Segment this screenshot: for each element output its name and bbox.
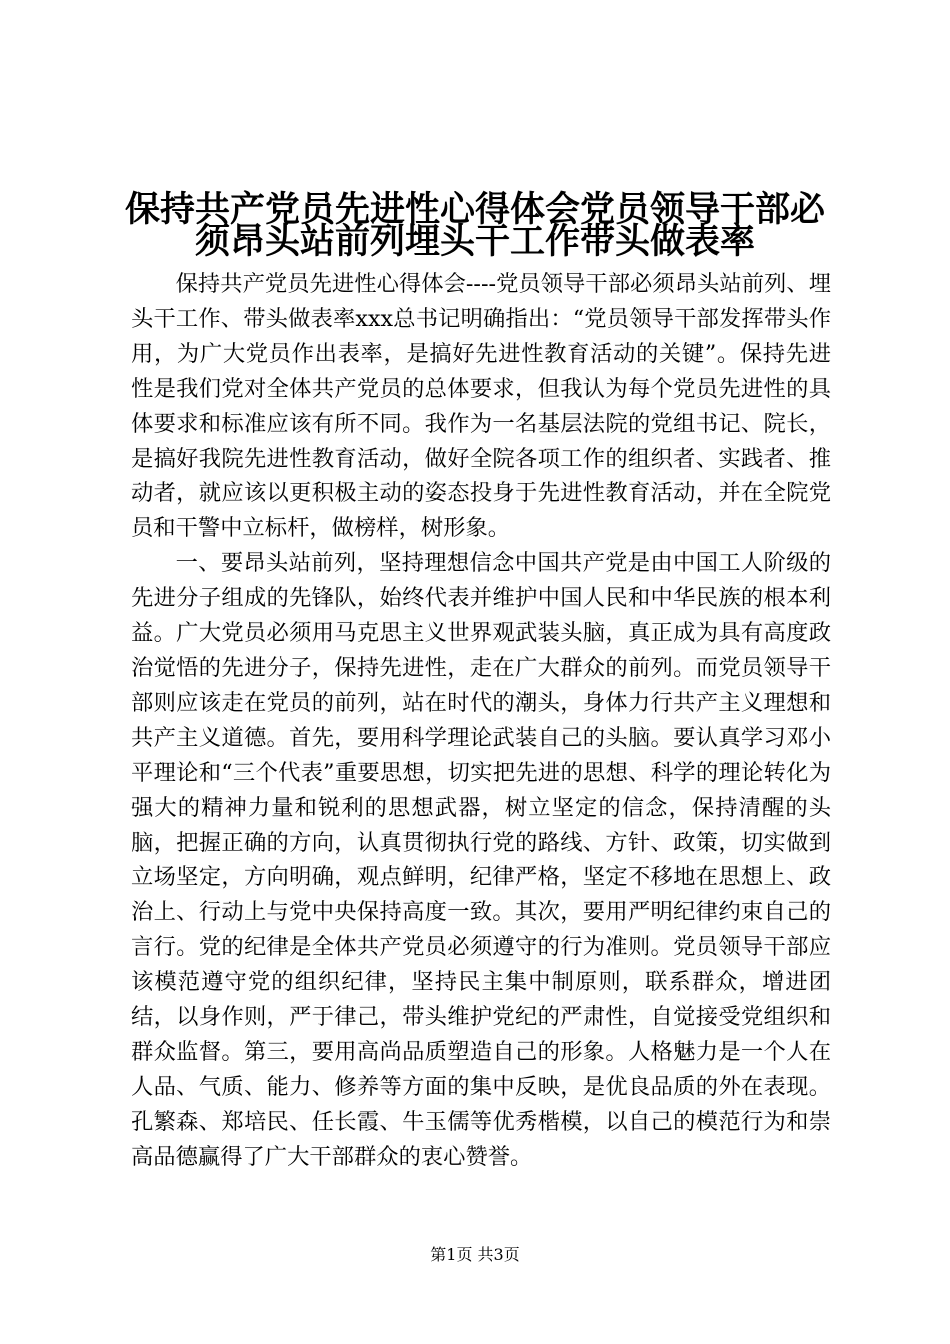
document-body xyxy=(131,267,831,1175)
document-title-line-1: 保持共产党员先进性心得体会党员领导干部必 xyxy=(124,189,825,230)
document-title-line-2: 须昂头站前列埋头干工作带头做表率 xyxy=(194,221,755,262)
page-number-footer: 第1页 共3页 xyxy=(430,1245,520,1264)
body-paragraph-1: 保持共产党员先进性心得体会----党员领导干部必须昂头站前列、埋头干工作、带头做表率xxx总书记明确指出：“党员领导干部发挥带头作用，为广大党员作出表率，是搞好先进性教育活动的关键”。保持先进性是我们党对全体共产党员的总体要求，但我认为每个党员先进性的具体要求和标准应该有所不同。我作为一名基层法院的党组书记、院长，是搞好我院先进性教育活动，做好全院各项工作的组织者、实践者、推动者，就应该以更积极主动的姿态投身于先进性教育活动，并在全院党员和干警中立标杆，做榜样，树形象。 xyxy=(131,271,831,542)
body-paragraph-2: 一、要昂头站前列，坚持理想信念中国共产党是由中国工人阶级的先进分子组成的先锋队，始终代表并维护中国人民和中华民族的根本利益。广大党员必须用马克思主义世界观武装头脑，真正成为具有高度政治觉悟的先进分子，保持先进性，走在广大群众的前列。而党员领导干部则应该走在党员的前列，站在时代的潮头，身体力行共产主义理想和共产主义道德。首先，要用科学理论武装自己的头脑。要认真学习邓小平理论和“三个代表”重要思想，切实把先进的思想、科学的理论转化为强大的精神力量和锐利的思想武器，树立坚定的信念，保持清醒的头脑，把握正确的方向，认真贯彻执行党的路线、方针、政策，切实做到立场坚定，方向明确，观点鲜明，纪律严格，坚定不移地在思想上、政治上、行动上与党中央保持高度一致。其次，要用严明纪律约束自己的言行。党的纪律是全体共产党员必须遵守的行为准则。党员领导干部应该模范遵守党的组织纪律，坚持民主集中制原则，联系群众，增进团结，以身作则，严于律己，带头维护党纪的严肃性，自觉接受党组织和群众监督。第三，要用高尚品质塑造自己的形象。人格魅力是一个人在人品、气质、能力、修养等方面的集中反映，是优良品质的外在表现。孔繁森、郑培民、任长霞、牛玉儒等优秀楷模，以自己的模范行为和崇高品德赢得了广大干部群众的衷心赞誉。 xyxy=(131,550,831,1170)
